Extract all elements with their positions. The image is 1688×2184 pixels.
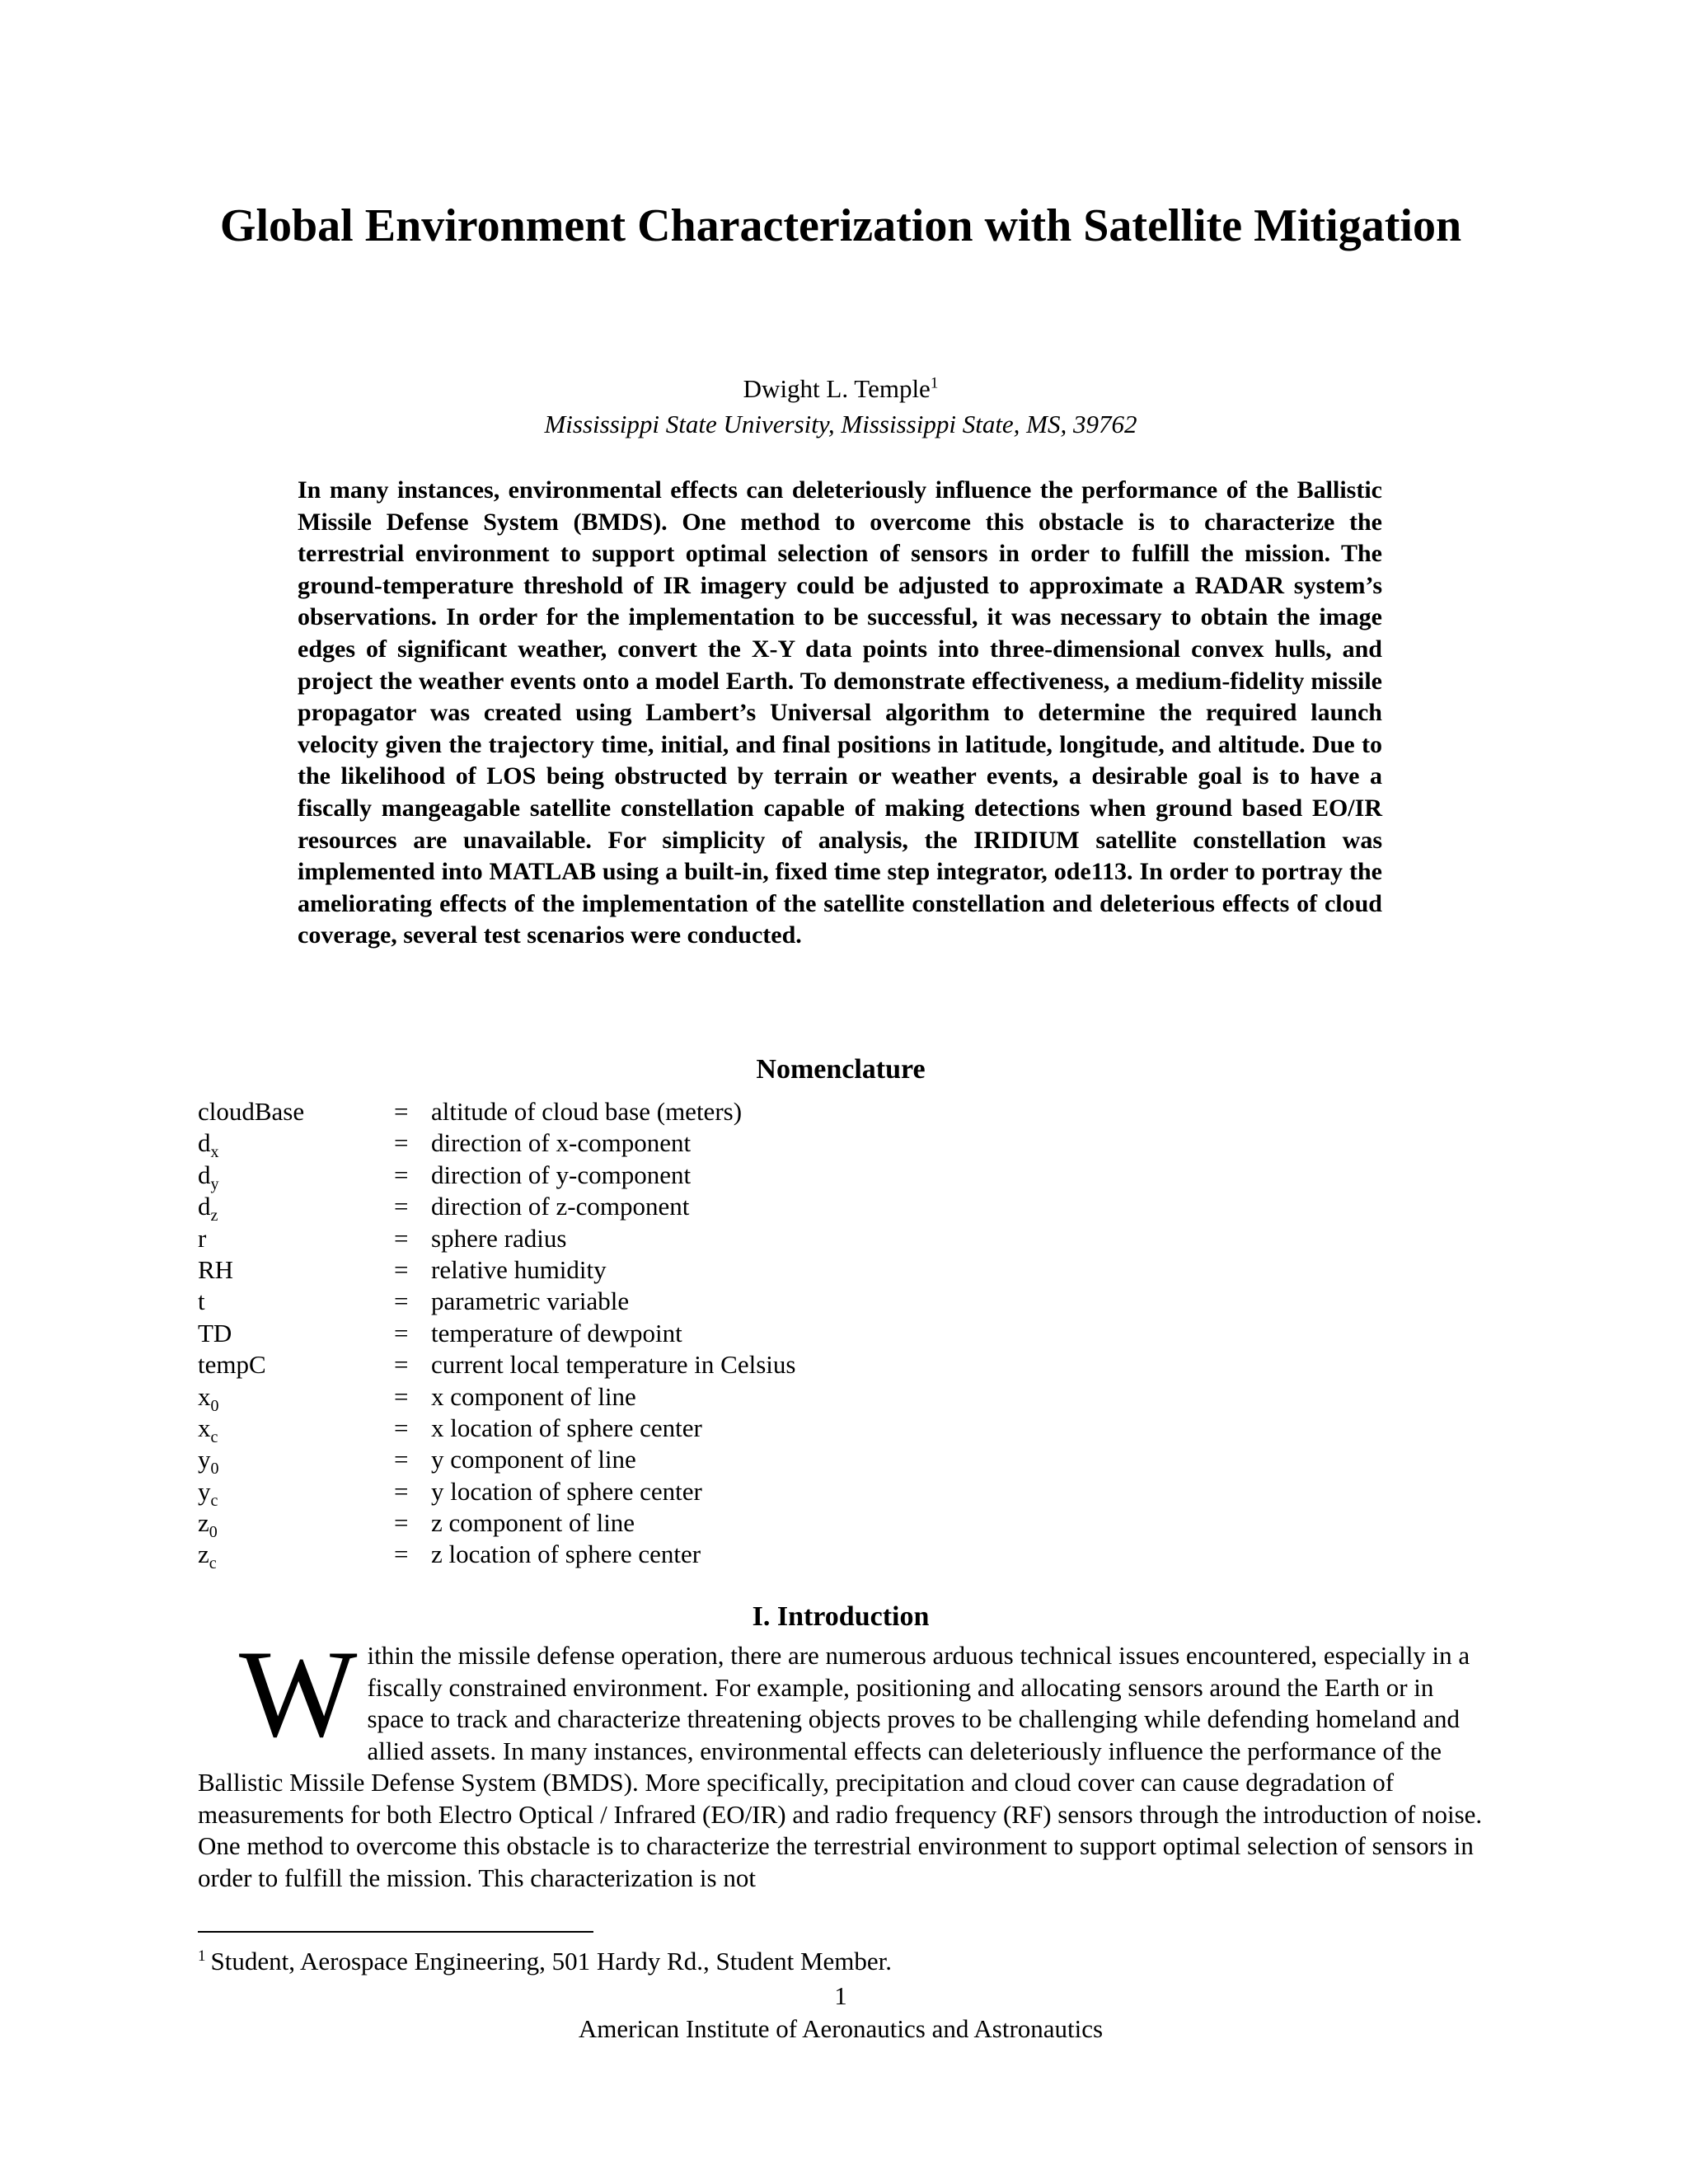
nomenclature-definition: direction of z-component [431,1192,690,1221]
introduction-text: ithin the missile defense operation, there are numerous arduous technical issues encountered, especially in a fiscally constrained environment. For example, positioning and allocating sensors around the Earth or in space to track and characterize threatening objects proves to be challenging while defending homeland and allied assets. In many instances, environmental effects can deleteriously influence the performance of the Ballistic Missile Defense System (BMDS). More specifically, precipitation and cloud cover can cause degradation of measurements for both Electro Optical / Infrared (EO/IR) and radio frequency (RF) sensors through the introduction of noise. One method to overcome this obstacle is to characterize the terrestrial environment to support optimal selection of sensors in order to fulfill the mission. This characterization is not [198,1641,1483,1892]
nomenclature-symbol-subscript: c [210,1428,218,1447]
nomenclature-definition: parametric variable [431,1286,630,1316]
nomenclature-symbol-subscript: c [210,1491,218,1510]
nomenclature-symbol-base: d [198,1160,211,1189]
nomenclature-definition: direction of y-component [431,1160,692,1189]
footnote-rule [198,1931,593,1933]
nomenclature-symbol-base: x [198,1413,211,1442]
author-name: Dwight L. Temple [743,374,931,403]
nomenclature-equals: = [394,1381,409,1411]
nomenclature-symbol [198,1349,266,1380]
nomenclature-symbol-subscript: z [210,1207,218,1226]
introduction-paragraph [198,1624,1484,1894]
author-line [198,373,1484,405]
nomenclature-symbol [198,1223,206,1254]
nomenclature-row [198,1381,1187,1413]
nomenclature-symbol-base: r [198,1223,207,1253]
nomenclature-definition: x component of line [431,1381,636,1411]
nomenclature-symbol-base: y [198,1445,211,1474]
nomenclature-row [198,1254,1187,1286]
nomenclature-equals: = [394,1254,409,1284]
nomenclature-definition: sphere radius [431,1223,567,1253]
nomenclature-definition: relative humidity [431,1254,607,1284]
footnote-mark: 1 [198,1947,206,1965]
nomenclature-row [198,1444,1187,1479]
page-number: 1 [834,1981,847,2010]
nomenclature-row [198,1318,1187,1349]
footnote-text: Student, Aerospace Engineering, 501 Hardy Rd., Student Member. [210,1947,893,1975]
nomenclature-equals: = [394,1223,409,1253]
nomenclature-row [198,1223,1187,1254]
nomenclature-row [198,1127,1187,1162]
nomenclature-heading: Nomenclature [756,1054,926,1085]
footnote [198,1945,1484,1978]
nomenclature-symbol [198,1539,217,1579]
nomenclature-symbol [198,1286,205,1317]
nomenclature-equals: = [394,1318,409,1347]
nomenclature-equals: = [394,1192,409,1221]
nomenclature-symbol [198,1096,304,1127]
nomenclature-row [198,1507,1187,1542]
nomenclature-definition: direction of x-component [431,1128,692,1158]
nomenclature-symbol-base: TD [198,1318,232,1347]
nomenclature-equals: = [394,1540,409,1569]
nomenclature-symbol-subscript: 0 [209,1523,218,1542]
nomenclature-definition: altitude of cloud base (meters) [431,1097,743,1126]
nomenclature-equals: = [394,1097,409,1126]
nomenclature-equals: = [394,1286,409,1316]
nomenclature-definition: temperature of dewpoint [431,1318,682,1347]
nomenclature-equals: = [394,1445,409,1474]
author-affiliation: Mississippi State University, Mississippi State, MS, 39762 [544,410,1137,438]
nomenclature-symbol-subscript: x [210,1143,219,1162]
nomenclature-symbol-subscript: y [210,1174,219,1193]
nomenclature-row [198,1413,1187,1447]
nomenclature-equals: = [394,1128,409,1158]
nomenclature-symbol-subscript: c [209,1554,217,1573]
nomenclature-equals: = [394,1508,409,1538]
nomenclature-list [198,1096,1187,1571]
nomenclature-row [198,1476,1187,1510]
nomenclature-symbol-subscript: 0 [210,1396,219,1415]
nomenclature-row [198,1191,1187,1226]
paper-title: Global Environment Characterization with Satellite Mitigation [219,200,1462,251]
nomenclature-definition: z component of line [431,1508,635,1538]
nomenclature-definition: x location of sphere center [431,1413,702,1442]
nomenclature-definition: current local temperature in Celsius [431,1350,796,1380]
nomenclature-row [198,1349,1187,1380]
nomenclature-symbol-base: d [198,1128,211,1158]
nomenclature-row [198,1286,1187,1317]
introduction-heading: I. Introduction [752,1601,930,1632]
nomenclature-symbol-base: RH [198,1254,234,1284]
nomenclature-symbol-base: y [198,1476,211,1506]
author-footnote-mark: 1 [930,374,939,392]
nomenclature-row [198,1096,1187,1127]
nomenclature-symbol [198,1254,233,1286]
nomenclature-definition: y component of line [431,1445,636,1474]
footer-organization: American Institute of Aeronautics and Astronautics [578,2014,1104,2043]
nomenclature-symbol-base: cloudBase [198,1097,305,1126]
nomenclature-symbol-base: z [198,1540,209,1569]
nomenclature-row [198,1160,1187,1191]
drop-cap: W [239,1624,358,1763]
nomenclature-symbol-base: z [198,1508,209,1538]
nomenclature-definition: z location of sphere center [431,1540,701,1569]
nomenclature-equals: = [394,1476,409,1506]
nomenclature-symbol-subscript: 0 [210,1460,219,1479]
nomenclature-symbol-base: x [198,1381,211,1411]
nomenclature-equals: = [394,1413,409,1442]
nomenclature-row [198,1539,1187,1573]
nomenclature-symbol-base: tempC [198,1350,266,1380]
nomenclature-equals: = [394,1350,409,1380]
nomenclature-symbol [198,1318,232,1349]
nomenclature-symbol-base: d [198,1192,211,1221]
nomenclature-definition: y location of sphere center [431,1476,702,1506]
nomenclature-symbol-base: t [198,1286,205,1316]
abstract: In many instances, environmental effects can deleteriously influence the performance of the Ballistic Missile Defense System (BMDS). One method to overcome this obstacle is to characterize the terrestrial environment to support optimal selection of sensors in order to fulfill the mission. The ground-temperature threshold of IR imagery could be adjusted to approximate a RADAR system’s observations. In order for the implementation to be successful, it was necessary to obtain the image edges of significant weather, convert the X-Y data points into three-dimensional convex hulls, and project the weather events onto a model Earth. To demonstrate effectiveness, a medium-fidelity missile propagator was created using Lambert’s Universal algorithm to determine the required launch velocity given the trajectory time, initial, and final positions in latitude, longitude, and altitude. Due to the likelihood of LOS being obstructed by terrain or weather events, a desirable goal is to have a fiscally mangeagable satellite constellation capable of making detections when ground based EO/IR resources are unavailable. For simplicity of analysis, the IRIDIUM satellite constellation was implemented into MATLAB using a built-in, fixed time step integrator, ode113. In order to portray the ameliorating effects of the implementation of the satellite constellation and deleterious effects of cloud coverage, several test scenarios were conducted. [298,476,1382,949]
nomenclature-equals: = [394,1160,409,1189]
